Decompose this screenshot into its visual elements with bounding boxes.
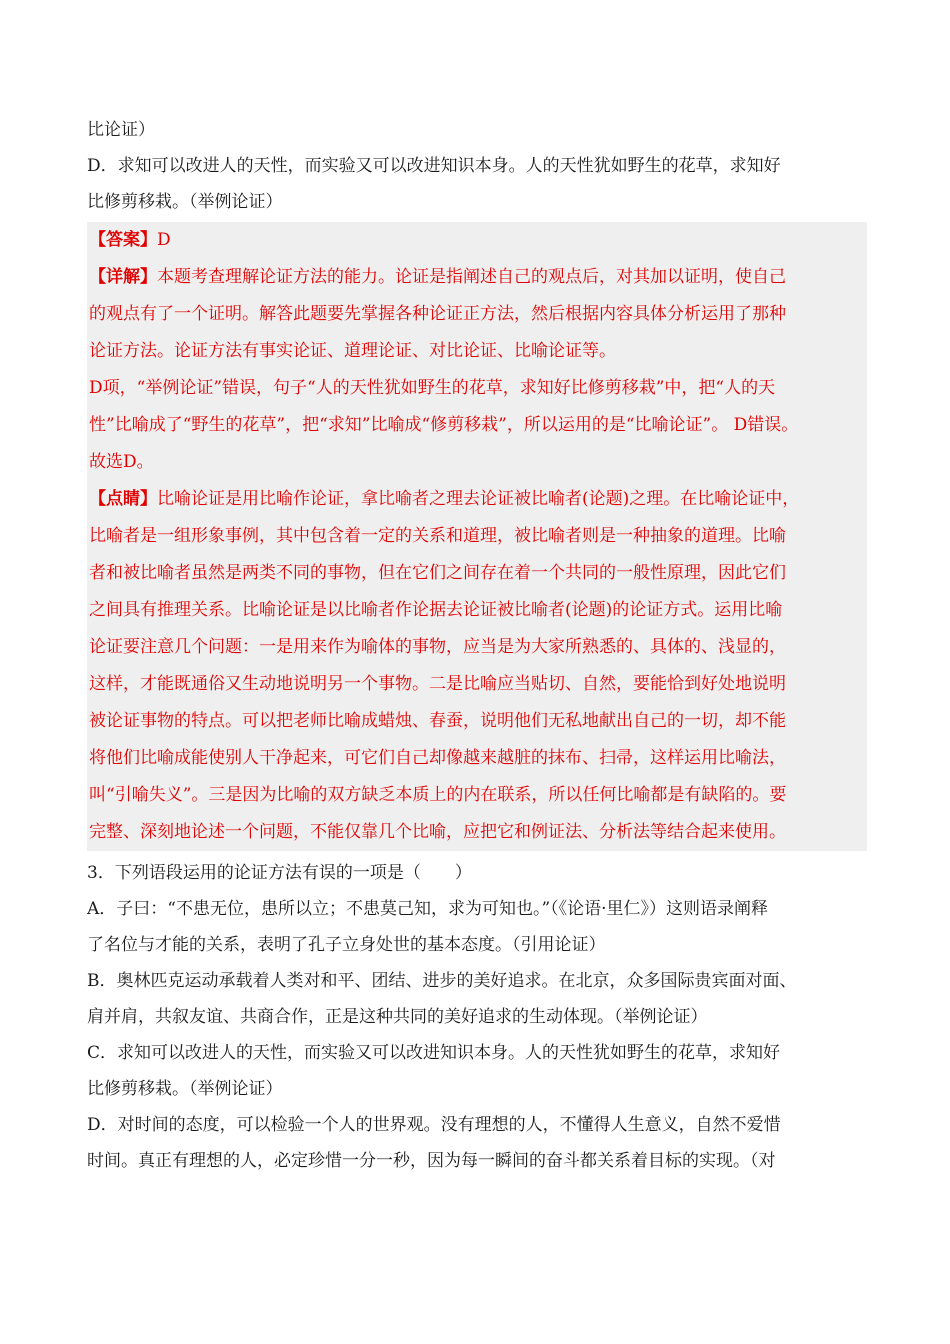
q3-option-a-line-1: A．子曰：“不患无位，患所以立；不患莫己知，求为可知也。”（《论语·里仁》）这则语录阐释 (87, 899, 769, 919)
tip-line-5: 论证要注意几个问题：一是用来作为喻体的事物，应当是为大家所熟悉的、具体的、浅显的， (89, 637, 786, 657)
tip-line-9: 叫“引喻失义”。三是因为比喻的双方缺乏本质上的内在联系，所以任何比喻都是有缺陷的。要 (89, 785, 787, 805)
tip-line-7: 被论证事物的特点。可以把老师比喻成蜡烛、春蚕，说明他们无私地献出自己的一切，却不能 (89, 711, 786, 731)
previous-question-tail (87, 112, 867, 220)
answer-tag: 【答案】 (89, 230, 157, 250)
detail-text: 本题考查理解论证方法的能力。论证是指阐述自己的观点后，对其加以证明，使自己 (157, 267, 786, 287)
q3-option-d-line-2: 时间。真正有理想的人，必定珍惜一分一秒，因为每一瞬间的奋斗都关系着目标的实现。（对 (87, 1151, 776, 1171)
tip-line-1 (89, 481, 865, 518)
detail-tag: 【详解】 (89, 267, 157, 287)
detail-line-1 (89, 259, 865, 296)
question-3 (87, 855, 867, 1179)
answer-line (89, 222, 865, 259)
q3-option-b-line-2: 肩并肩，共叙友谊、共商合作，正是这种共同的美好追求的生动体现。（举例论证） (87, 1007, 708, 1027)
q3-option-b-line-1: B．奥林匹克运动承载着人类对和平、团结、进步的美好追求。在北京，众多国际贵宾面对面、 (87, 971, 797, 991)
tip-line-3: 者和被比喻者虽然是两类不同的事物，但在它们之间存在着一个共同的一般性原理，因此它们 (89, 563, 786, 583)
tip-line-6: 这样，才能既通俗又生动地说明另一个事物。二是比喻应当贴切、自然，要能恰到好处地说明 (89, 674, 786, 694)
tip-line-8: 将他们比喻成能使别人干净起来，可它们自己却像越来越脏的抹布、扫帚，这样运用比喻法， (89, 748, 786, 768)
option-c-tail: 比论证） (87, 120, 155, 140)
option-d-line-1: D．求知可以改进人的天性，而实验又可以改进知识本身。人的天性犹如野生的花草，求知好 (87, 156, 781, 176)
detail-line-3: 论证方法。论证方法有事实论证、道理论证、对比论证、比喻论证等。 (89, 341, 616, 361)
answer-explanation-box (87, 222, 867, 851)
tip-line-4: 之间具有推理关系。比喻论证是以比喻者作论据去论证被比喻者(论题)的论证方式。运用比喻 (89, 600, 783, 620)
document-page (87, 112, 867, 1179)
detail-line-6: 故选D。 (89, 452, 154, 472)
q3-option-c-line-2: 比修剪移栽。（举例论证） (87, 1079, 283, 1099)
detail-line-5: 性”比喻成了“野生的花草”，把“求知”比喻成“修剪移栽”，所以运用的是“比喻论证”。 D错误。 (89, 415, 799, 435)
detail-line-4: D项，“举例论证”错误，句子“人的天性犹如野生的花草，求知好比修剪移栽”中，把“人的天 (89, 378, 776, 398)
option-d-line-2: 比修剪移栽。（举例论证） (87, 192, 283, 212)
tip-line-10: 完整、深刻地论述一个问题，不能仅靠几个比喻，应把它和例证法、分析法等结合起来使用。 (89, 822, 786, 842)
detail-line-2: 的观点有了一个证明。解答此题要先掌握各种论证正方法，然后根据内容具体分析运用了那种 (89, 304, 786, 324)
q3-option-d-line-1: D．对时间的态度，可以检验一个人的世界观。没有理想的人，不懂得人生意义，自然不爱惜 (87, 1115, 781, 1135)
answer-value: D (157, 230, 171, 250)
tip-text: 比喻论证是用比喻作论证，拿比喻者之理去论证被比喻者(论题)之理。在比喻论证中， (157, 489, 800, 509)
question-3-title: 3．下列语段运用的论证方法有误的一项是（ ） (87, 863, 472, 883)
q3-option-c-line-1: C．求知可以改进人的天性，而实验又可以改进知识本身。人的天性犹如野生的花草，求知好 (87, 1043, 781, 1063)
q3-option-a-line-2: 了名位与才能的关系，表明了孔子立身处世的基本态度。（引用论证） (87, 935, 606, 955)
tip-line-2: 比喻者是一组形象事例，其中包含着一定的关系和道理，被比喻者则是一种抽象的道理。比喻 (89, 526, 786, 546)
tip-tag: 【点睛】 (89, 489, 157, 509)
